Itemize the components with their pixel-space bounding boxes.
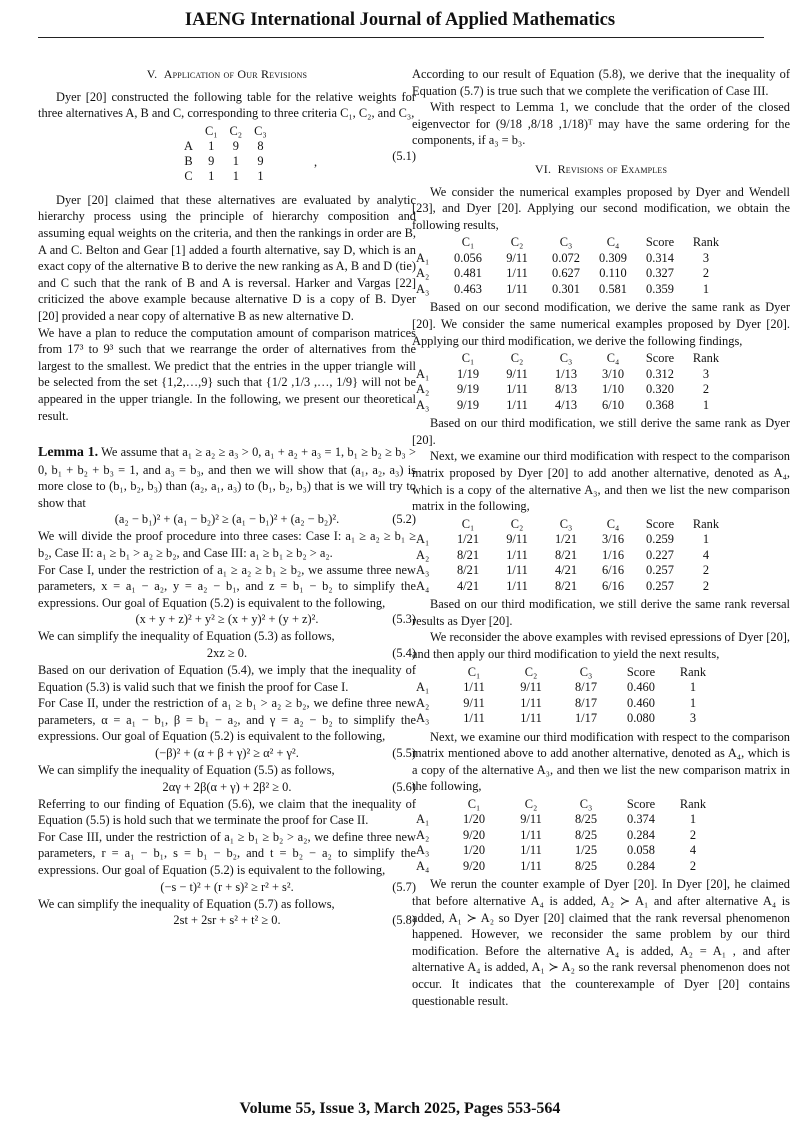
table-cell: 1/20	[462, 843, 486, 858]
table-cell: 2	[702, 382, 710, 397]
table-cell: 1/16	[601, 547, 625, 562]
table-cell: 0.072	[552, 250, 580, 265]
column-header: Score	[626, 796, 656, 811]
row-label: A₁	[416, 250, 430, 265]
header-rule	[38, 37, 764, 38]
column-header: C₁	[467, 796, 481, 811]
table-cell: 1/10	[601, 382, 625, 397]
matrix-row: B 9 1 9	[184, 153, 264, 168]
table-cell: 0.284	[627, 858, 655, 873]
table-cell: 2	[702, 563, 710, 578]
table-cell: 4/21	[554, 563, 578, 578]
table-cell: 8/13	[554, 382, 578, 397]
table-revised-expressions	[416, 665, 718, 727]
table-cell: 4/21	[456, 578, 480, 593]
table-cell: 0.309	[599, 250, 627, 265]
table-cell: 0.374	[627, 812, 655, 827]
table-cell: 3/10	[601, 366, 625, 381]
table-cell: 1/25	[574, 843, 598, 858]
equation-5-3: (x + y + z)² + y² ≥ (x + y)² + (y + z)². (5.3)	[135, 612, 416, 627]
table-cell: 0.284	[627, 827, 655, 842]
table-cell: 9/11	[463, 695, 485, 710]
row-label: A₄	[416, 578, 430, 593]
table-cell: 9/19	[456, 382, 480, 397]
sec6-paragraph-2: Based on our second modification, we derive the same rank as Dyer [20]. We consider the same numerical examples proposed by Dyer [20]. Applying our third modification, we derive the following findings,	[412, 300, 790, 348]
lemma-text: We assume that a₁ ≥ a₂ ≥ a₃ > 0, a₁ + a₂ + a₃ = 1, b₁ ≥ b₂ ≥ b₃ > 0, b₁ + b₂ + b₃ = 1, and a₃ = b₃, and then we will show that (a₁, a₂, a₃) is more close to (b₁, b₂, b₃) than (a₂, a₁, a₃) to (b₁, b₂, b₃) that is we will try to show that	[38, 445, 416, 510]
table-cell: 8/25	[574, 827, 598, 842]
row-label: A₂	[416, 382, 430, 397]
table-row	[416, 532, 728, 548]
sec5-paragraph-2: Dyer [20] claimed that these alternatives are evaluated by analytic hierarchy process using the principle of hierarchy composition and assuming equal weights on the criteria, and then the rankings in order are B, A and C. Belton and Gear [1] added a fourth alternative, say D, which is an exact copy of the alternative B to derive the new ranking as A, B and D (tie) and C such that the rank of B and A is reversal. Harker and Vargas [22] criticized the above example because alternative D is a copy of B. Dyer [20] provided a near copy of alternative B as new alternative D.	[38, 192, 416, 323]
table-row	[416, 711, 718, 727]
table-cell: 0.463	[454, 281, 482, 296]
table-cell: 1/11	[463, 711, 485, 726]
table-cell: 9/11	[506, 366, 528, 381]
equation-5-2: (a₂ − b₁)² + (a₁ − b₂)² ≥ (a₁ − b₁)² + (a₂ − b₂)². (5.2)	[114, 512, 416, 527]
case-2-paragraph: For Case II, under the restriction of a₁ ≥ b₁ > a₂ ≥ b₂, we define three new parameters, α = a₁ − b₁, β = b₁ − a₂, and γ = a₂ − b₂ to simplify the expressions. Our goal of Equation (5.2) is equivalent to the following,	[38, 696, 416, 744]
row-label: A₃	[416, 563, 430, 578]
table-row	[416, 251, 728, 267]
cases-paragraph: We will divide the proof procedure into three cases: Case I: a₁ ≥ a₂ ≥ b₁ ≥ b₂, Case II: a₁ ≥ b₁ > a₂ ≥ b₂, and Case III: a₁ ≥ b₁ ≥ b₂ > a₂.	[38, 529, 416, 561]
table-cell: 1/21	[456, 532, 480, 547]
column-header: C₄	[606, 235, 620, 250]
lemma-1	[38, 444, 416, 511]
table-row	[416, 812, 718, 828]
table-cell: 8/21	[456, 547, 480, 562]
row-label: A₃	[416, 397, 430, 412]
table-cell: 1	[702, 397, 710, 412]
table-row	[416, 579, 728, 595]
row-label: A₃	[416, 281, 430, 296]
result-5-8-paragraph: According to our result of Equation (5.8), we derive that the inequality of Equation (5.7) is true such that we complete the verification of Case III.	[412, 67, 790, 98]
table-cell: 3/16	[601, 532, 625, 547]
table-cell: 9/19	[456, 397, 480, 412]
column-header: C₁	[461, 351, 475, 366]
table-cell: 4/13	[554, 397, 578, 412]
table-cell: 9/11	[506, 532, 528, 547]
journal-title: IAENG International Journal of Applied Mathematics	[184, 10, 616, 30]
table-second-modification	[416, 235, 728, 297]
row-label: A₂	[416, 695, 430, 710]
column-header: C₃	[559, 235, 573, 250]
table-cell: 0.581	[599, 281, 627, 296]
column-header	[416, 235, 444, 251]
sec6-paragraph-6: We reconsider the above examples with revised epressions of Dyer [20], and then apply our third modification to yield the next results,	[412, 630, 790, 661]
table-cell: 1/11	[506, 266, 528, 281]
footer-volume: Volume 55, Issue 3, March 2025, Pages 553-564	[239, 1100, 561, 1117]
matrix-5-1	[38, 124, 416, 186]
column-header: C₄	[606, 351, 620, 366]
table-row	[416, 859, 718, 875]
sec6-paragraph-3: Based on our third modification, we still derive the same rank as Dyer [20].	[412, 416, 790, 447]
table-cell: 8/21	[456, 563, 480, 578]
table-cell: 3	[702, 250, 710, 265]
section-6-heading	[412, 161, 790, 178]
table-header-row	[416, 351, 728, 367]
row-label: A₁	[416, 532, 430, 547]
table-cell: 6/10	[601, 397, 625, 412]
left-column	[38, 66, 416, 929]
simplify-5-5: We can simplify the inequality of Equation (5.5) as follows,	[38, 763, 335, 777]
table-cell: 1	[689, 680, 697, 695]
row-label: A₂	[416, 547, 430, 562]
table-cell: 1/11	[506, 578, 528, 593]
table-row	[416, 843, 718, 859]
sec5-paragraph-1: Dyer [20] constructed the following table for the relative weights for three alternatives A, B and C, corresponding to three criteria C₁, C₂, and C₃,	[38, 89, 416, 121]
table-cell: 8/25	[574, 858, 598, 873]
equation-5-8: 2st + 2sr + s² + t² ≥ 0. (5.8)	[173, 913, 416, 928]
table-cell: 0.320	[646, 382, 674, 397]
table-header-row	[416, 665, 718, 681]
table-cell: 1	[702, 532, 710, 547]
table-cell: 0.080	[627, 711, 655, 726]
matrix-row: C 1 1 1	[184, 168, 264, 183]
case-3-paragraph: For Case III, under the restriction of a₁ ≥ b₁ ≥ b₂ > a₂, we define three new parameters, r = a₁ − b₁, s = b₁ − b₂, and t = b₂ − a₂ to simplify the expressions. Our goal of Equation (5.2) is equivalent to the following,	[38, 829, 416, 877]
matrix-row: A 1 9 8	[184, 138, 264, 153]
column-header: C₂	[524, 796, 538, 811]
table-header-row	[416, 517, 728, 533]
table-cell: 4	[689, 843, 697, 858]
table-cell: 0.301	[552, 281, 580, 296]
table-cell: 2	[702, 578, 710, 593]
matrix-comma: ,	[314, 154, 318, 169]
table-revised-four-alternatives	[416, 797, 718, 875]
row-label: A₂	[416, 827, 430, 842]
row-label: A₁	[416, 680, 430, 695]
column-header: C₂	[510, 516, 524, 531]
sec6-paragraph-1: We consider the numerical examples proposed by Dyer and Wendell [23], and Dyer [20]. Applying our second modification, we obtain the following results,	[412, 184, 790, 232]
table-cell: 1/11	[520, 711, 542, 726]
column-header: C₃	[579, 796, 593, 811]
lemma-conclusion-paragraph: With respect to Lemma 1, we conclude that the order of the closed eigenvector for (9/18 ,8/18 ,1/18)ᵀ may have the same ordering for the components, if a₃ = b₃.	[412, 100, 790, 148]
table-cell: 6/16	[601, 578, 625, 593]
table-cell: 1	[702, 281, 710, 296]
table-row	[416, 828, 718, 844]
table-cell: 1	[689, 812, 697, 827]
row-label: A₁	[416, 366, 430, 381]
table-cell: 2	[689, 858, 697, 873]
table-cell: 1/11	[520, 827, 542, 842]
table-cell: 9/11	[520, 680, 542, 695]
table-cell: 1/11	[506, 563, 528, 578]
column-header: C₃	[559, 516, 573, 531]
table-cell: 0.056	[454, 250, 482, 265]
column-header	[416, 797, 444, 813]
table-cell: 0.627	[552, 266, 580, 281]
table-cell: 8/25	[574, 812, 598, 827]
table-row	[416, 382, 728, 398]
table-cell: 1/11	[506, 397, 528, 412]
weight-matrix	[178, 124, 273, 184]
table-cell: 3	[702, 366, 710, 381]
table-row	[416, 398, 728, 414]
table-cell: 0.227	[646, 547, 674, 562]
table-row	[416, 696, 718, 712]
reference-5-6: Referring to our finding of Equation (5.6), we claim that the inequality of Equation (5.5) is hold such that we terminate the proof for Case II.	[38, 796, 416, 828]
table-row	[416, 563, 728, 579]
equation-5-6: 2αγ + 2β(α + γ) + 2β² ≥ 0. (5.6)	[162, 779, 416, 794]
simplify-5-3: We can simplify the inequality of Equation (5.3) as follows,	[38, 629, 335, 644]
table-cell: 1/17	[574, 711, 598, 726]
table-cell: 1/21	[554, 532, 578, 547]
equation-number: (5.1)	[392, 148, 416, 163]
table-row	[416, 680, 718, 696]
sec6-paragraph-5: Based on our third modification, we still derive the same rank reversal results as Dyer [20].	[412, 597, 790, 628]
table-row	[416, 266, 728, 282]
table-cell: 0.314	[646, 250, 674, 265]
table-cell: 0.259	[646, 532, 674, 547]
right-column	[412, 66, 790, 1009]
table-cell: 0.058	[627, 843, 655, 858]
column-header: C₃	[559, 351, 573, 366]
table-cell: 1/11	[463, 680, 485, 695]
table-cell: 1/11	[520, 858, 542, 873]
table-cell: 6/16	[601, 563, 625, 578]
table-cell: 2	[689, 827, 697, 842]
column-header: Rank	[679, 796, 707, 811]
table-cell: 1/11	[520, 843, 542, 858]
table-cell: 1/11	[520, 695, 542, 710]
column-header: C₃	[579, 664, 593, 679]
table-cell: 0.481	[454, 266, 482, 281]
column-header: C₁	[461, 516, 475, 531]
table-cell: 1/11	[506, 382, 528, 397]
table-cell: 1/13	[554, 366, 578, 381]
section-6-number: VI.	[534, 161, 552, 176]
column-header: Score	[626, 664, 656, 679]
table-cell: 0.359	[646, 281, 674, 296]
column-header: C₁	[467, 664, 481, 679]
table-row	[416, 367, 728, 383]
table-cell: 2	[702, 266, 710, 281]
section-5-heading	[38, 66, 416, 83]
table-cell: 1/11	[506, 547, 528, 562]
table-cell: 0.460	[627, 695, 655, 710]
sec6-paragraph-7: Next, we examine our third modification with respect to the comparison matrix mentioned above to add another alternative, denoted as A₄, which is a copy of the alternative A₃, and then we list the new comparison matrix in the following,	[412, 729, 790, 794]
row-label: A₃	[416, 711, 430, 726]
table-cell: 0.312	[646, 366, 674, 381]
column-header: Score	[645, 235, 675, 250]
table-cell: 9/20	[462, 827, 486, 842]
matrix-header-row: C₁ C₂ C₃	[204, 123, 267, 138]
table-cell: 1/11	[506, 281, 528, 296]
table-cell: 3	[689, 711, 697, 726]
section-5-number: V.	[146, 67, 158, 81]
table-cell: 0.257	[646, 563, 674, 578]
column-header: C₂	[524, 664, 538, 679]
table-cell: 8/17	[574, 680, 598, 695]
table-cell: 1	[689, 695, 697, 710]
table-cell: 8/17	[574, 695, 598, 710]
table-cell: 0.257	[646, 578, 674, 593]
table-four-alternatives	[416, 517, 728, 595]
table-cell: 0.327	[646, 266, 674, 281]
derivation-5-4: Based on our derivation of Equation (5.4), we imply that the inequality of Equation (5.3) is valid such that we finish the proof for Case I.	[38, 663, 416, 694]
column-header: Rank	[679, 664, 707, 679]
equation-5-4: 2xz ≥ 0. (5.4)	[206, 646, 416, 661]
column-header: Rank	[692, 351, 720, 366]
column-header	[416, 665, 444, 681]
table-header-row	[416, 235, 728, 251]
table-cell: 9/11	[506, 250, 528, 265]
case-1-paragraph: For Case I, under the restriction of a₁ ≥ a₂ ≥ b₁ ≥ b₂, we assume three new parameters, x = a₁ − a₂, y = a₂ − b₁, and z = b₁ − b₂ to simplify the expressions. Our goal of Equation (5.2) is equivalent to the following,	[38, 562, 416, 610]
column-header: C₄	[606, 516, 620, 531]
row-label: A₄	[416, 858, 430, 873]
column-header	[416, 517, 444, 533]
table-cell: 9/20	[462, 858, 486, 873]
column-header: C₂	[510, 235, 524, 250]
column-header: Score	[645, 516, 675, 531]
table-cell: 8/21	[554, 578, 578, 593]
table-cell: 1/19	[456, 366, 480, 381]
column-header: Score	[645, 351, 675, 366]
table-row	[416, 282, 728, 298]
table-cell: 0.368	[646, 397, 674, 412]
column-header: C₁	[461, 235, 475, 250]
simplify-5-7: We can simplify the inequality of Equation (5.7) as follows,	[38, 896, 335, 911]
section-5-title: Application of Our Revisions	[163, 67, 308, 81]
table-cell: 8/21	[554, 547, 578, 562]
table-row	[416, 548, 728, 564]
lemma-label: Lemma 1.	[38, 445, 99, 461]
column-header: Rank	[692, 235, 720, 250]
table-cell: 1/20	[462, 812, 486, 827]
table-header-row	[416, 797, 718, 813]
column-header: Rank	[692, 516, 720, 531]
table-cell: 0.460	[627, 680, 655, 695]
sec5-paragraph-3: We have a plan to reduce the computation amount of comparison matrices from 17³ to 9³ such that we rearrange the order of alternatives from the largest to the smallest. We predict that the entries in the upper triangle will be selected from the set {1,2,…,9} such that {1/2 ,1/3 ,…, 1/9} will not be appeared in the upper triangle. In the following, we present our theoretical result.	[38, 325, 416, 423]
column-header: C₂	[510, 351, 524, 366]
column-header	[416, 351, 444, 367]
sec6-paragraph-4: Next, we examine our third modification with respect to the comparison matrix proposed by Dyer [20] to add another alternative, denoted as A₄, which is a copy of the alternative A₃, and then we list the new comparison matrix in the following,	[412, 449, 790, 514]
table-third-modification	[416, 351, 728, 413]
equation-5-7: (−s − t)² + (r + s)² ≥ r² + s². (5.7)	[160, 879, 416, 894]
section-6-title: Revisions of Examples	[557, 161, 668, 176]
table-cell: 0.110	[599, 266, 627, 281]
row-label: A₂	[416, 266, 430, 281]
row-label: A₃	[416, 843, 430, 858]
table-cell: 4	[702, 547, 710, 562]
sec6-paragraph-8: We rerun the counter example of Dyer [20]. In Dyer [20], he claimed that before alternative A₄ is added, A₂ ≻ A₁ and after alternative A₄ is added, A₁ ≻ A₂ so Dyer [20] claimed that the rank reversal phenomenon happened. However, we reconsider the same problem by our third modification. Before the alternative A₄ is added, A₂ = A₁ , and after alternative A₄ is added, A₁ ≻ A₂ so the rank reversal phenomenon does not occur. It indicates that the counterexample of Dyer [20] contains questionable result.	[412, 877, 790, 1008]
table-cell: 9/11	[520, 812, 542, 827]
equation-5-5: (−β)² + (α + β + γ)² ≥ α² + γ². (5.5)	[155, 746, 416, 760]
row-label: A₁	[416, 812, 430, 827]
